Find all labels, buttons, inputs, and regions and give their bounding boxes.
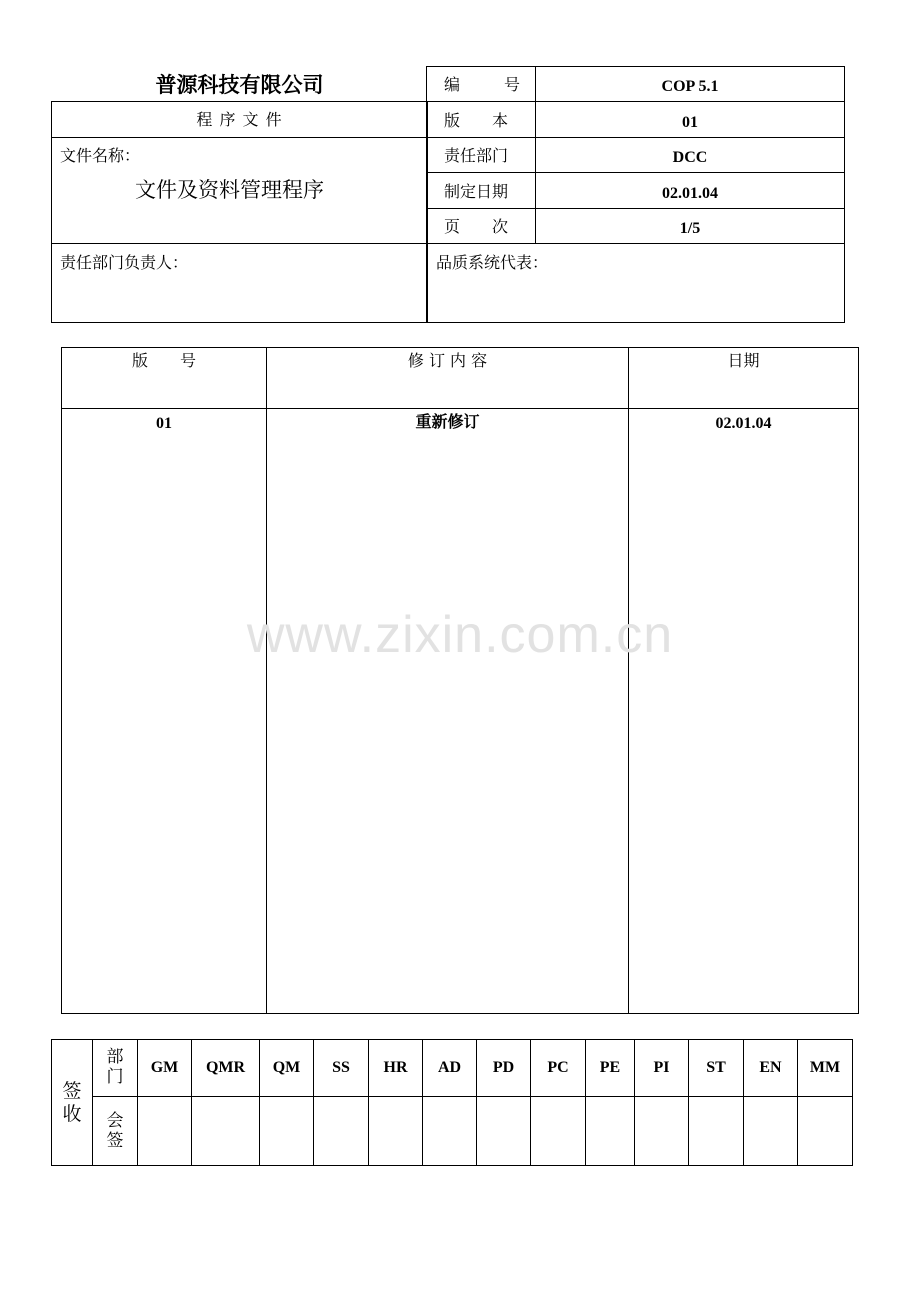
divider: [426, 243, 845, 244]
field-label-page: 页 次: [444, 217, 509, 236]
dept-code-pe: PE: [599, 1059, 621, 1076]
countersign-row-label: 会 签: [106, 1110, 124, 1151]
dept-code-en: EN: [759, 1059, 782, 1076]
divider: [51, 243, 428, 244]
dept-code-hr: HR: [383, 1059, 408, 1076]
dept-code-pi: PI: [653, 1059, 670, 1076]
revision-header-date: 日期: [727, 351, 760, 370]
field-value-page: 1/5: [679, 220, 701, 237]
file-name-value: 文件及资料管理程序: [135, 178, 324, 202]
company-name: 普源科技有限公司: [155, 73, 324, 97]
dept-code-ad: AD: [437, 1059, 462, 1076]
field-label-number: 编 号: [444, 75, 520, 94]
revision-table-box: [61, 347, 859, 1014]
field-value-version: 01: [682, 114, 698, 131]
revision-content: 重新修订: [415, 412, 480, 431]
dept-row-label: 部 门: [106, 1047, 124, 1087]
divider: [426, 172, 845, 173]
divider: [628, 347, 629, 1014]
field-value-number: COP 5.1: [661, 78, 719, 95]
dept-code-ss: SS: [332, 1059, 350, 1076]
divider: [61, 408, 859, 409]
divider: [266, 347, 267, 1014]
field-value-date: 02.01.04: [662, 185, 718, 202]
revision-header-version: 版 号: [131, 351, 196, 370]
revision-version: 01: [156, 415, 172, 432]
dept-code-st: ST: [706, 1059, 726, 1076]
dept-code-qmr: QMR: [205, 1059, 246, 1076]
file-name-label: 文件名称：: [60, 146, 141, 165]
dept-code-pc: PC: [547, 1059, 569, 1076]
dept-head-label: 责任部门负责人：: [60, 253, 189, 272]
field-value-dept: DCC: [672, 149, 708, 166]
dept-code-qm: QM: [272, 1059, 301, 1076]
dept-code-pd: PD: [492, 1059, 515, 1076]
dept-code-gm: GM: [150, 1059, 179, 1076]
doc-type-label: 程 序 文 件: [196, 110, 283, 129]
field-label-dept: 责任部门: [444, 146, 509, 165]
field-label-version: 版 本: [444, 111, 509, 130]
divider: [426, 101, 845, 102]
quality-rep-label: 品质系统代表：: [436, 253, 549, 272]
divider: [426, 137, 845, 138]
header-left-box: [51, 101, 428, 323]
dept-code-mm: MM: [809, 1059, 841, 1076]
signoff-label: 签 收: [62, 1079, 82, 1125]
divider: [51, 137, 428, 138]
revision-header-content: 修 订 内 容: [407, 351, 488, 370]
divider: [426, 208, 845, 209]
field-label-date: 制定日期: [444, 182, 509, 201]
watermark: www.zixin.com.cn: [246, 606, 674, 664]
divider: [92, 1096, 853, 1097]
revision-date: 02.01.04: [715, 415, 772, 432]
